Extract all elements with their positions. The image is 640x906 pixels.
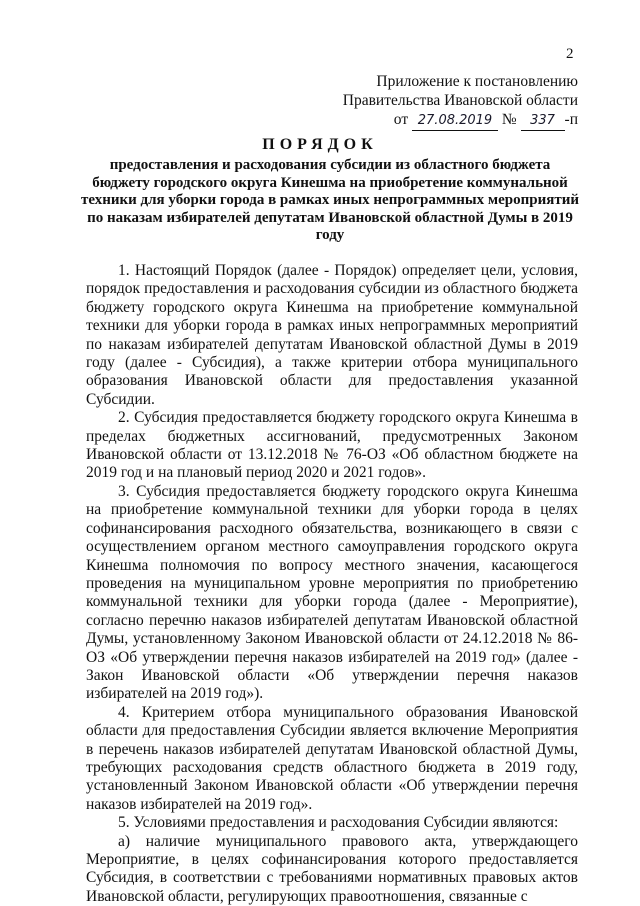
date-value: 27.08.2019 [412, 111, 498, 131]
document-title: ПОРЯДОК [262, 136, 378, 153]
paragraph-5a: а) наличие муниципального правового акта, утверждающего Мероприятие, в целях софинансирования которого предоставляется Субсидия, в соответствии с требованиями нормативных правовых актов Ивановской области, регулирующих правоотношения, связанные с [86, 832, 578, 905]
paragraph-4: 4. Критерием отбора муниципального образования Ивановской области для предоставления Субсидии является включение Мероприятия в перечень наказов избирателей депутатам Ивановской областной Думы, требующих расходования средств областного бюджета в 2019 году, установленный Законом Ивановской области «Об утверждении перечня наказов избирателей на 2019 год». [86, 703, 578, 813]
paragraph-3: 3. Субсидия предоставляется бюджету городского округа Кинешма на приобретение коммунальной техники для уборки города в целях софинансирования расходного обязательства, возникающего в связи с осуществлением органом местного самоуправления городского округа Кинешма полномочия по вопросу местного значения, касающегося проведения на муниципальном уровне мероприятия по приобретению коммунальной техники для уборки города (далее - Мероприятие), согласно перечню наказов избирателей депутатам Ивановской областной Думы, установленному Законом Ивановской области от 24.12.2018 № 86-ОЗ «Об утверждении перечня наказов избирателей на 2019 год» (далее - Закон Ивановской области «Об утверждении перечня наказов избирателей на 2019 год»). [86, 482, 578, 703]
appendix-line-2: Правительства Ивановской области [342, 92, 578, 109]
number-suffix: -п [564, 111, 578, 128]
appendix-date-line [343, 110, 578, 131]
paragraph-1: 1. Настоящий Порядок (далее - Порядок) определяет цели, условия, порядок предоставления и расходования субсидии из областного бюджета бюджету городского округа Кинешма на приобретение коммунальной техники для уборки города в рамках иных непрограммных мероприятий по наказам избирателей депутатам Ивановской областной Думы в 2019 году (далее - Субсидия), а также критерии отбора муниципального образования Ивановской области для предоставления указанной Субсидии. [86, 262, 578, 408]
appendix-line-1: Приложение к постановлению [376, 73, 578, 90]
date-prefix: от [393, 111, 409, 128]
paragraph-5: 5. Условиями предоставления и расходования Субсидии являются: [118, 814, 559, 832]
number-sign: № [501, 111, 517, 128]
document-subtitle: предоставления и расходования субсидии из областного бюджета бюджету городского округа Кинешма на приобретение коммунальной техники для уборки города в рамках иных непрограммных мероприятий по наказам избирателей депутатам Ивановской областной Думы в 2019 году [81, 157, 579, 243]
paragraph-2: 2. Субсидия предоставляется бюджету городского округа Кинешма в пределах бюджетных ассигнований, предусмотренных Законом Ивановской области от 13.12.2018 № 76-ОЗ «Об областном бюджете на 2019 год и на плановый период 2020 и 2021 годов». [86, 409, 578, 482]
document-body [86, 262, 578, 906]
page-number: 2 [566, 46, 574, 62]
appendix-block [343, 72, 578, 131]
number-value: 337 [521, 111, 565, 131]
